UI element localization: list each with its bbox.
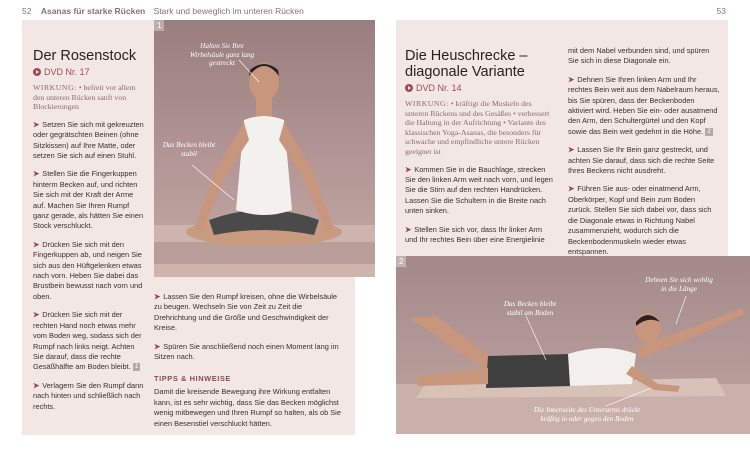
dvd-play-icon — [33, 68, 41, 76]
rosenstock-dvd-label: DVD Nr. 17 — [44, 67, 90, 77]
heuschrecke-step-3 — [568, 75, 720, 137]
photo-heuschrecke — [396, 256, 750, 434]
effect-text: • befreit vor allem den unteren Rücken sanft von Blockierungen — [33, 83, 136, 112]
step-text: Drücken Sie sich mit der rechten Hand noch etwas mehr vom Boden weg, sodass sich der Rumpf nach links neigt. Achten Sie darauf, dass die rechte Gesäßhälfte am Boden bleibt. — [33, 310, 142, 372]
step-text: Stellen Sie sich vor, dass Ihr linker Arm und Ihr rechtes Bein über eine Energielinie — [405, 224, 545, 244]
rosenstock-effect — [33, 83, 145, 112]
heuschrecke-column-1 — [405, 48, 553, 245]
arrow-bullet-icon: ➤ — [405, 164, 412, 174]
rosenstock-column — [33, 48, 145, 412]
heuschrecke-step-2 — [405, 225, 553, 246]
arrow-bullet-icon: ➤ — [33, 169, 40, 179]
step-text: Lassen Sie den Rumpf kreisen, ohne die Wirbelsäule zu beugen. Wechseln Sie von Zeit zu Zeit die Drehrichtung und die Größe und Geschwindigkeit der Kreise. — [154, 292, 338, 333]
step-text: Setzen Sie sich mit gekreuzten oder gegrätschten Beinen (ohne Sitzkissen) auf Ihre Matte, oder setzen Sie sich auf einen Stuhl. — [33, 119, 144, 160]
arrow-bullet-icon: ➤ — [154, 292, 161, 301]
rosenstock-step-1 — [33, 120, 145, 162]
photo-rosenstock — [154, 20, 375, 277]
heuschrecke-step-1 — [405, 165, 553, 217]
rosenstock-step-4 — [33, 310, 145, 372]
step-text: Kommen Sie in die Bauchlage, strecken Sie den linken Arm weit nach vorn, und legen Sie die Stirn auf den rechten Handrücken. Lassen Sie die Schultern in die Breite nach unten sinken. — [405, 164, 553, 216]
step-text: Lassen Sie Ihr Bein ganz gestreckt, und achten Sie darauf, dass sich die rechte Seite Ihres Beckens nicht ausdreht. — [568, 145, 715, 176]
photo-reference-badge: 2 — [707, 127, 711, 135]
effect-label: WIRKUNG: — [33, 83, 77, 92]
arrow-bullet-icon: ➤ — [154, 341, 161, 351]
step-text: Dehnen Sie Ihren linken Arm und Ihr rechtes Bein weit aus dem Nabelraum heraus, bis Sie spüren, dass der Beckenboden aktiviert wird. Heben Sie ein- oder ausatmend den Arm, den Schultergürtel und den Kopf sowie das Bein weit gedehnt in die Höhe. — [568, 74, 720, 136]
rosenstock-step-6 — [154, 292, 344, 334]
heuschrecke-dvd — [405, 83, 553, 93]
heuschrecke-title-1: Die Heuschrecke – — [405, 48, 528, 64]
rosenstock-title: Der Rosenstock — [33, 48, 137, 64]
heuschrecke-dvd-label: DVD Nr. 14 — [416, 83, 462, 93]
section-subtitle: Stark und beweglich im unteren Rücken — [153, 6, 304, 16]
caption-spine: Halten Sie Ihre Wirbelsäule ganz lang gestreckt — [189, 42, 255, 68]
heuschrecke-step-5 — [568, 184, 720, 257]
section-title: Asanas für starke Rücken — [40, 6, 146, 16]
caption-pelvis: Das Becken bleibt stabil — [162, 141, 216, 158]
page-number-right: 53 — [716, 6, 726, 16]
step-text: Führen Sie aus- oder einatmend Arm, Oberkörper, Kopf und Bein zum Boden zurück. Stellen Sie sich dabei vor, dass sich die Diagonale etwas in Richtung Nabel zusammenzieht, wodurch sich die Beckenbodenmuskeln wieder etwas entspannen. — [568, 184, 712, 256]
tips-heading: TIPPS & HINWEISE — [154, 374, 231, 384]
arrow-bullet-icon: ➤ — [405, 224, 412, 234]
heuschrecke-title-2: diagonale Variante — [405, 64, 525, 80]
rosenstock-column-2 — [154, 292, 344, 429]
running-header-left — [22, 6, 304, 16]
rosenstock-step-2 — [33, 169, 145, 231]
arrow-bullet-icon: ➤ — [33, 310, 40, 320]
heuschrecke-effect — [405, 99, 553, 157]
step-text: Verlagern Sie den Rumpf dann nach hinten und schließlich nach rechts. — [33, 380, 144, 411]
caption-stretch: Dehnen Sie sich wohlig in die Länge — [645, 276, 713, 293]
arrow-bullet-icon: ➤ — [33, 239, 40, 249]
photo-number-badge: 2 — [396, 256, 406, 267]
dvd-play-icon — [405, 84, 413, 92]
arrow-bullet-icon: ➤ — [568, 74, 575, 84]
rosenstock-step-7 — [154, 342, 344, 363]
effect-text: • kräftigt die Muskeln des unteren Rückens und des Gesäßes • verbessert die Haltung in der Aufrichtung • Variante des klassischen Yoga-Asanas, die besonders für schwache und empfindliche untere Rücken geeignet ist — [405, 99, 550, 156]
arrow-bullet-icon: ➤ — [568, 184, 575, 194]
arrow-bullet-icon: ➤ — [568, 145, 575, 155]
step-text: Drücken Sie sich mit den Fingerkuppen ab, und neigen Sie sich aus den Hüftgelenken etwas nach vorn. Heben Sie dabei das Brustbein bewusst nach vorn und oben. — [33, 239, 143, 301]
caption-forearm: Die Innenseite des Unterarms drückt kräftig in oder gegen den Boden — [533, 406, 641, 423]
rosenstock-step-3 — [33, 240, 145, 302]
photo-reference-badge: 1 — [134, 363, 139, 371]
photo-number-badge: 1 — [154, 20, 164, 31]
caption-pelvis-floor: Das Becken bleibt stabil am Boden — [503, 300, 557, 317]
rosenstock-dvd — [33, 67, 145, 77]
heuschrecke-step-4 — [568, 145, 720, 176]
step-text: Spüren Sie anschließend noch einen Moment lang im Sitzen nach. — [154, 341, 339, 362]
page-number-left: 52 — [22, 6, 32, 16]
step-text: Stellen Sie die Fingerkuppen hinterm Becken auf, und richten Sie sich mit der Kraft der Arme auf. Machen Sie Ihren Rumpf ganz gerade, als hätten Sie einen Stock verschluckt. — [33, 169, 144, 231]
arrow-bullet-icon: ➤ — [33, 380, 40, 390]
heuschrecke-column-2 — [568, 46, 720, 257]
rosenstock-step-5 — [33, 381, 145, 412]
effect-label: WIRKUNG: — [405, 99, 449, 108]
heuschrecke-col2-intro: mit dem Nabel verbunden sind, und spüren Sie sich in diese Diagonale ein. — [568, 46, 710, 66]
tips-text: Damit die kreisende Bewegung ihre Wirkung entfalten kann, ist es sehr wichtig, dass Sie das Becken möglichst wenig mitbewegen und Ihren Rumpf so halten, als ob Sie einen Besenstiel verschluckt hätten. — [154, 387, 341, 428]
arrow-bullet-icon: ➤ — [33, 119, 40, 129]
